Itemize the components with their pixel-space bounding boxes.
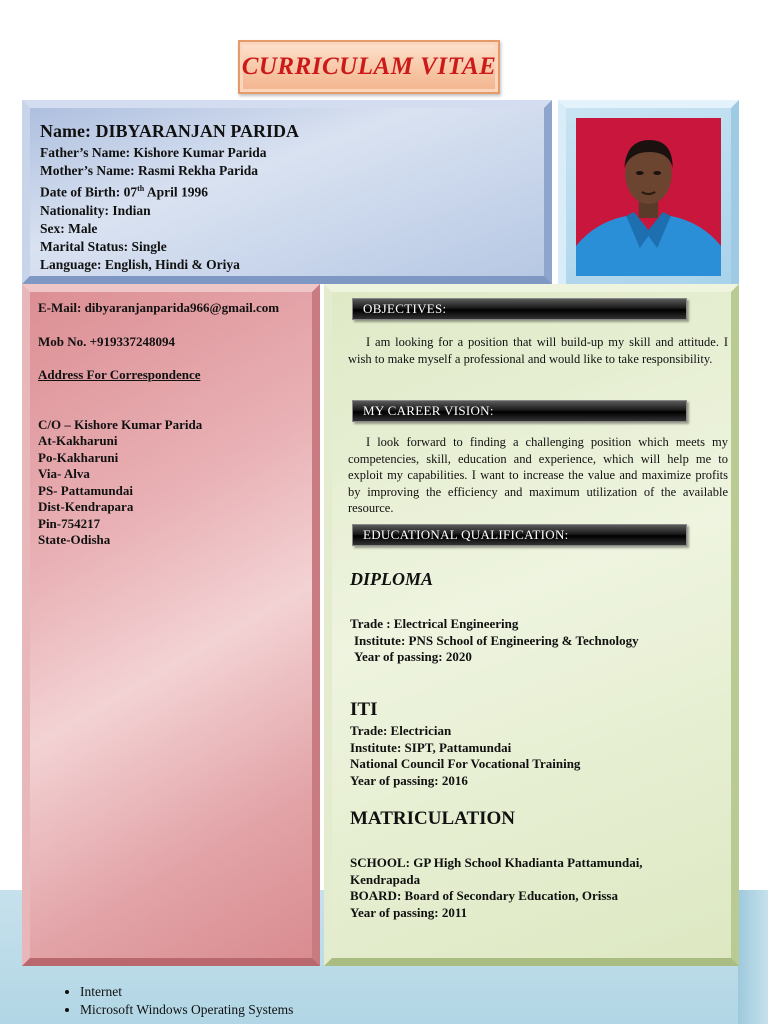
address-heading: Address For Correspondence [38,367,201,382]
dob-sup: th [137,184,145,193]
language: Language: English, Hindi & Oriya [40,256,240,272]
address-line: Via- Alva [38,466,90,481]
skill-item: • Internet [80,983,293,1001]
matriculation-details [350,855,643,921]
address-line: Pin-754217 [38,515,101,531]
iti-title: ITI [350,699,378,720]
date-of-birth [40,180,534,202]
applicant-name: Name: DIBYARANJAN PARIDA [40,121,299,141]
dob-prefix: Date of Birth: 07 [40,184,138,200]
diploma-details [350,616,639,666]
iti-details [350,723,580,789]
address-line: Po-Kakharuni [38,449,119,465]
email: E-Mail: dibyaranjanparida966@gmail.com [38,300,280,315]
objectives-header: OBJECTIVES: [352,298,687,320]
address-line: At-Kakharuni [38,433,118,448]
photo-frame [558,100,739,294]
father-name: Father’s Name: Kishore Kumar Parida [40,145,267,160]
address-line: PS- Pattamundai [38,482,133,498]
matric-line: BOARD: Board of Secondary Education, Orissa [350,888,618,903]
contact-panel [22,284,320,966]
matric-line: SCHOOL: GP High School Khadianta Pattamundai, [350,855,643,870]
diploma-line: Institute: PNS School of Engineering & Technology [354,632,639,648]
mother-name: Mother’s Name: Rasmi Rekha Parida [40,163,258,178]
iti-line: Institute: SIPT, Pattamundai [350,739,512,755]
cv-title-box [238,40,500,94]
sex: Sex: Male [40,220,98,236]
iti-line: Year of passing: 2016 [350,772,468,788]
diploma-title: DIPLOMA [350,569,434,589]
diploma-line: Trade : Electrical Engineering [350,616,519,631]
marital-status: Marital Status: Single [40,238,167,254]
education-header: EDUCATIONAL QUALIFICATION: [352,524,687,546]
address-line: State-Odisha [38,532,111,547]
skill-item: • Microsoft Windows Operating Systems [80,1001,293,1019]
nationality: Nationality: Indian [40,202,151,218]
iti-line: National Council For Vocational Training [350,756,581,771]
career-vision-header: MY CAREER VISION: [352,400,687,422]
diploma-line: Year of passing: 2020 [354,649,472,664]
skills-list [55,983,293,1019]
dob-suffix: April 1996 [144,184,208,200]
portrait-illustration [576,118,721,276]
band-edge [738,890,768,1024]
matriculation-title: MATRICULATION [350,808,516,829]
personal-details-panel [22,100,552,284]
matric-line: Kendrapada [350,871,421,887]
career-vision-text: I look forward to finding a challenging position which meets my competencies, skill, education and experience, which will help me to exploit my capabilities. I want to increase the value and maximize profits by improving the efficiency and maximum utilization of the available resource. [348,435,728,515]
career-education-panel [324,284,739,966]
applicant-photo [576,118,721,276]
address-line: Dist-Kendrapara [38,499,134,514]
matric-line: Year of passing: 2011 [350,904,468,920]
iti-line: Trade: Electrician [350,723,452,738]
address-line: C/O – Kishore Kumar Parida [38,416,203,432]
cv-title: CURRICULAM VITAE [241,53,497,80]
objectives-text: I am looking for a position that will build-up my skill and attitude. I wish to make myself a professional and would like to take responsibility. [348,335,728,366]
mobile-number: Mob No. +919337248094 [38,333,176,349]
